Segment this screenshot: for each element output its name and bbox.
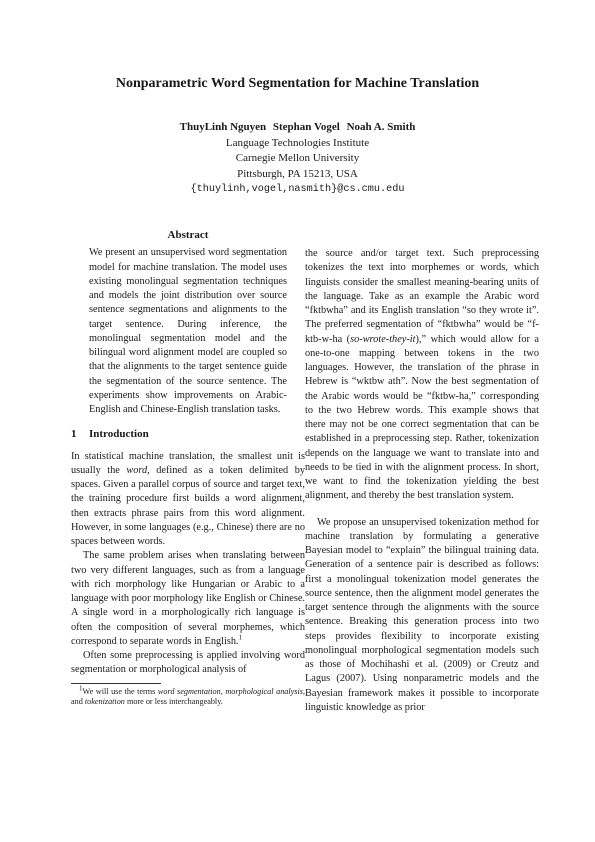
text-run: more or less interchangeably. (124, 697, 223, 706)
affiliation-line: Carnegie Mellon University (235, 152, 360, 164)
text-run: , defined as a token delimited by spaces. Given a parallel corpus of source and target text, the training procedure first builds a word alignment, then extracts phrase pairs from this word alignment. However, in some languages (e.g., Chinese) there are no spaces between words. (71, 464, 305, 547)
text-run: the source and/or target text. Such preprocessing tokenizes the text into morphemes or words, which linguists consider the smallest meaning-bearing units of the language. Take as an example the Arabic word “fktbwha” and its English translation “so they wrote it”. The preferred segmentation of “fktbwha” would be “f-ktb-w-ha ( (305, 248, 539, 345)
section-title: Introduction (89, 428, 149, 441)
text-run: We will use the terms (82, 686, 158, 696)
right-column (305, 247, 539, 715)
author-name: Noah A. Smith (346, 121, 416, 133)
emphasis: tokenization (84, 697, 125, 706)
emphasis: so-wrote-they-it (350, 333, 416, 345)
text-run: In statistical machine translation, the smallest unit is usually the (71, 450, 305, 476)
emphasis: word (126, 464, 148, 476)
footnote-divider (71, 683, 161, 684)
author-list (0, 120, 595, 136)
paragraph: We propose an unsupervised tokenization method for machine translation by formulating a generative Bayesian model to “explain” the bilingual training data. Generation of a sentence pair is described as follows: first a monolingual tokenization model generates the source sentence, then the alignment model generates the target sentence through the alignments with the source sentence. Breaking this generation process into two steps provides flexibility to incorporate existing monolingual morphological segmentation models such as those of Mochihashi et al. (2009) or Creutz and Lagus (2007). Using nonparametric models and the Bayesian framework makes it possible to incorporate linguistic knowledge as prior (305, 516, 539, 713)
paper-title: Nonparametric Word Segmentation for Machine Translation (115, 76, 480, 91)
paragraph (71, 450, 305, 550)
section-number: 1 (71, 428, 77, 441)
paragraph (71, 549, 305, 649)
emphasis: word segmentation (157, 686, 221, 696)
paragraph (305, 247, 539, 504)
section-heading (71, 427, 305, 441)
affiliation-line: Pittsburgh, PA 15213, USA (237, 167, 358, 180)
abstract-heading: Abstract (167, 229, 209, 241)
text-run: The same problem arises when translating between two very different languages, such as from a language with rich morphology like Hungarian or Arabic to a language with poor morphology like English or Chinese. A single word in a morphologically rich language is often the composition of several morphemes, which correspond to separate words in English. (71, 550, 305, 647)
author-email: {thuylinh,vogel,nasmith}@cs.cmu.edu (190, 184, 405, 195)
text-run: , and (71, 686, 305, 706)
author-name: Stephan Vogel (272, 121, 340, 133)
author-name: ThuyLinh Nguyen (179, 121, 267, 133)
abstract-text: We present an unsupervised word segmentation model for machine translation. The model uses existing monolingual segmentation techniques and models the joint distribution over source sentence segmentations and alignments to the target sentence. During inference, the monolingual segmentation model and the bilingual word alignment model are coupled so that the alignments to the target sentence guide the segmentation of the source sentence. The experiments show improvements on Arabic-English and Chinese-English translation tasks. (89, 247, 287, 415)
author-block (0, 120, 595, 198)
footnote-mark: 1 (79, 683, 83, 692)
footnote-mark: 1 (238, 633, 243, 642)
affiliation-line: Language Technologies Institute (225, 136, 370, 149)
left-column (71, 228, 305, 708)
emphasis: morphological analysis (225, 686, 303, 696)
footnote (71, 683, 305, 708)
paragraph: Often some preprocessing is applied involving word segmentation or morphological analysis of (71, 650, 305, 676)
text-run: , (220, 686, 226, 696)
text-run: ),” which would allow for a one-to-one mapping between tokens in the two languages. However, the translation of the phrase in Hebrew is “wktbw ath”. Now the best segmentation of the Arabic words would be “fktbw-ha,” corresponding to the two Hebrew words. This example shows that there may not be one correct segmentation that can be established in a preprocessing step. Rather, tokenization depends on the language we want to translate into and needs to be tied in with the alignment process. In short, we want to find the tokenization yielding the best alignment, and thereby the best translation system. (305, 333, 539, 502)
